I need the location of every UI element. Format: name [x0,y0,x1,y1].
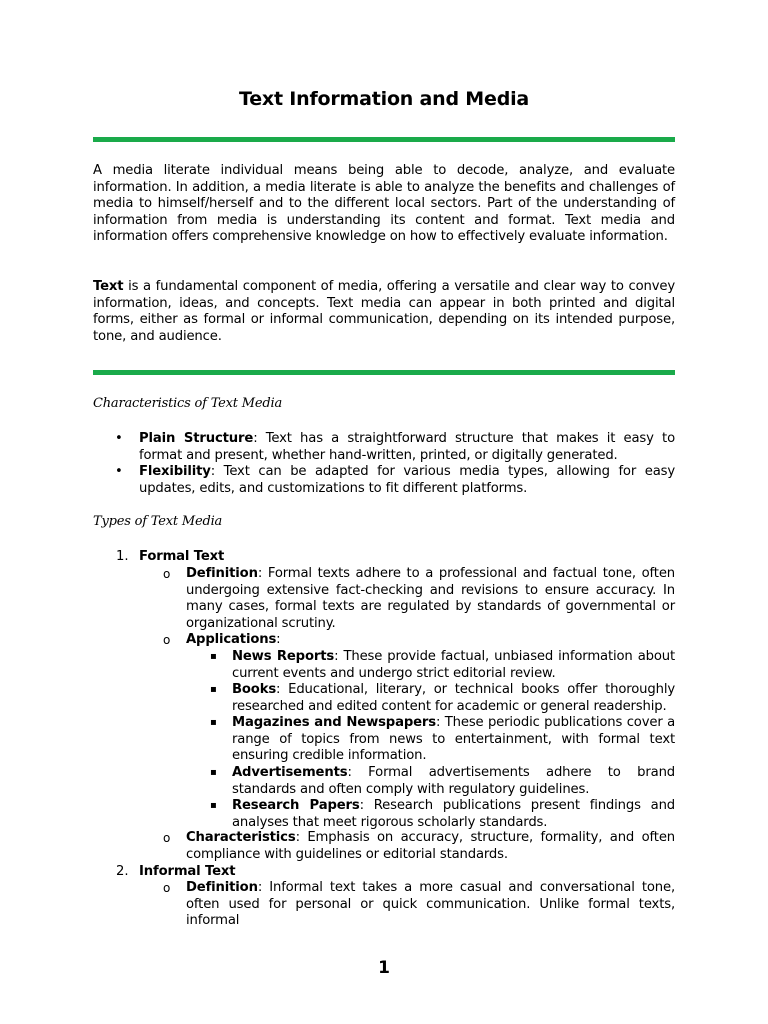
term-research-papers: Research Papers [232,798,360,813]
green-divider-middle [93,370,675,375]
green-divider-top [93,137,675,142]
circle-bullet-icon: o [163,881,171,895]
desc-magazines-newspapers: : These periodic publications cover a range of topics from news to entertainment, with formal text ensuring credible information. [232,715,676,763]
application-advertisements [232,765,675,798]
section-heading-types: Types of Text Media [93,514,223,529]
term-plain-structure: Plain Structure [139,431,254,446]
section-heading-characteristics: Characteristics of Text Media [93,396,282,411]
term-definition: Definition [186,566,258,581]
application-magazines-newspapers [232,715,675,765]
list-item-plain-structure [139,431,675,464]
page-title: Text Information and Media [238,88,530,110]
formal-text-heading: Formal Text [139,549,225,564]
desc-research-papers: : Research publications present findings and analyses that meet rigorous scholarly standards. [232,798,675,830]
intro-paragraph-2 [93,279,675,345]
application-news-reports [232,649,675,682]
desc-flexibility: : Text can be adapted for various media types, allowing for easy updates, edits, and customizations to fit different platforms. [139,464,675,496]
intro-paragraph-1: A media literate individual means being able to decode, analyze, and evaluate information. In addition, a media literate is able to analyze the benefits and challenges of media to himself/herself and to the different local sectors. Part of the understanding of information from media is understanding its content and format. Text media and information offers comprehensive knowledge on how to effectively evaluate information. [93,163,675,244]
term-applications: Applications [186,632,277,647]
intro-paragraph-2-body: is a fundamental component of media, offering a versatile and clear way to convey information, ideas, and concepts. Text media can appear in both printed and digital forms, either as formal or informal communication, depending on its intended purpose, tone, and audience. [93,279,675,344]
term-books: Books [232,682,277,697]
bullet-icon: • [115,464,123,479]
application-books [232,682,675,715]
square-bullet-icon: ▪ [210,684,217,695]
circle-bullet-icon: o [163,633,171,647]
term-advertisements: Advertisements [232,765,348,780]
desc-advertisements: : Formal advertisements adhere to brand standards and often comply with regulatory guidelines. [232,765,675,797]
application-research-papers [232,798,675,831]
square-bullet-icon: ▪ [210,651,217,662]
formal-characteristics [186,830,675,863]
square-bullet-icon: ▪ [210,767,217,778]
square-bullet-icon: ▪ [210,717,217,728]
list-item-flexibility [139,464,675,497]
term-news-reports: News Reports [232,649,335,664]
informal-text-heading: Informal Text [139,864,236,879]
desc-news-reports: : These provide factual, unbiased information about current events and undergo strict editorial review. [232,649,675,681]
desc-plain-structure: : Text has a straightforward structure that makes it easy to format and present, whether hand-written, printed, or digitally generated. [139,431,675,463]
square-bullet-icon: ▪ [210,800,217,811]
formal-characteristics-body: : Emphasis on accuracy, structure, formality, and often compliance with guidelines or editorial standards. [186,830,675,862]
formal-applications [186,632,280,649]
term-definition-informal: Definition [186,880,258,895]
circle-bullet-icon: o [163,567,171,581]
term-magazines-newspapers: Magazines and Newspapers [232,715,436,730]
formal-definition-body: : Formal texts adhere to a professional and factual tone, often undergoing extensive fact-checking and revisions to ensure accuracy. In many cases, formal texts are regulated by standards of governmental or organizational scrutiny. [186,566,675,631]
term-text: Text [93,279,124,294]
page-number: 1 [378,958,390,978]
list-number: 2. [116,864,129,879]
term-flexibility: Flexibility [139,464,211,479]
bullet-icon: • [115,431,123,446]
circle-bullet-icon: o [163,831,171,845]
formal-definition [186,566,675,632]
term-characteristics: Characteristics [186,830,296,845]
informal-definition-body: : Informal text takes a more casual and conversational tone, often used for personal or quick communication. Unlike formal texts, informal [186,880,675,928]
formal-applications-colon: : [276,632,281,647]
desc-books: : Educational, literary, or technical books offer thoroughly researched and edited content for academic or general readership. [232,682,675,714]
list-number: 1. [116,549,129,564]
informal-definition [186,880,675,930]
